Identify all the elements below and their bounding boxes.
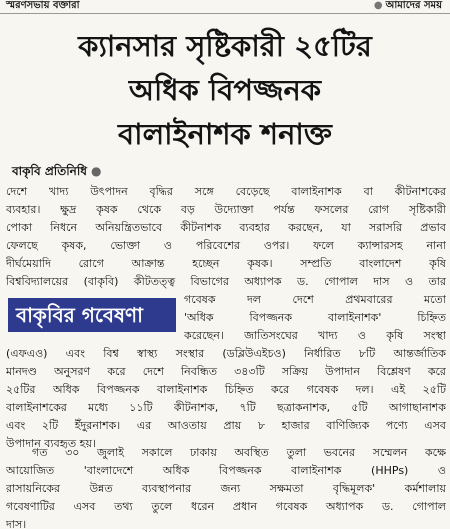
headline-line-2: অধিক বিপজ্জনক	[128, 73, 322, 107]
text-line: ২৫টির অধিক বিপজ্জনক বালাইনাশক চিহ্নিত করে গবেষক দল। এই ২৫টি	[6, 383, 446, 396]
text-line: বিশ্ববিদ্যালয়ের (বাকৃবি) কীটতত্ত্ব বিভাগের অধ্যাপক ড. গোপাল দাস ও তার	[6, 275, 446, 288]
text-line: গবেষণাটির এসব তথ্য তুলে ধরেন প্রধান গবেষক অধ্যাপক ড. গোপাল	[6, 500, 446, 513]
paragraph-1-continued	[184, 291, 446, 345]
text-line: পোকা নিধনে অনিয়ন্ত্রিতভাবে কীটনাশক ব্যবহার করছেন, যা সরাসরি প্রভাব	[6, 221, 446, 234]
text-line: গত ৩০ জুলাই সকালে ঢাকায় অবস্থিত তুলা ভবনের সম্মেলন কক্ষে	[32, 446, 446, 459]
text-line: 'অধিক বিপজ্জনক বালাইনাশক' চিহ্নিত	[184, 311, 446, 324]
bullet-icon: ●	[91, 164, 102, 178]
paragraph-3	[6, 444, 446, 529]
text-line: বালাইনাশকের মধ্যে ১১টি কীটনাশক, ৭টি ছত্রাকনাশক, ৫টি আগাছানাশক	[6, 401, 446, 414]
bullet-icon: ●	[373, 0, 383, 11]
text-line: দাস।	[6, 518, 27, 529]
text-line: দীর্ঘমেয়াদি রোগে আক্রান্ত হচ্ছেন কৃষক। সম্প্রতি বাংলাদেশ কৃষি	[6, 257, 446, 270]
paragraph-1	[6, 183, 446, 291]
top-bar	[0, 0, 450, 14]
text-line: ফেলছে কৃষক, ভোক্তা ও পরিবেশের ওপর। ফলে ক্যান্সারসহ নানা	[6, 239, 446, 252]
text-line: ব্যবহার। ক্ষুদ্র কৃষক থেকে বড় উদ্যোক্তা পর্যন্ত ফসলের রোগ সৃষ্টিকারী	[6, 203, 446, 216]
section-name	[374, 0, 442, 12]
text-line: এবং ২টি ইঁদুরনাশক। এর আওতায় প্রায় ৮ হাজার বাণিজ্যিক পণ্যে এসব	[6, 419, 446, 432]
byline	[12, 163, 101, 183]
text-line: উপাদান ব্যবহৃত হয়।	[6, 437, 96, 450]
divider	[0, 13, 450, 14]
text-line: মানদণ্ড অনুসরণ করে দেশে নিবন্ধিত ৩৪৩টি সক্রিয় উপাদান বিশ্লেষণ করে	[6, 365, 446, 378]
callout-box: বাকৃবির গবেষণা	[8, 298, 176, 332]
headline-line-1: ক্যানসার সৃষ্টিকারী ২৫টির	[78, 29, 372, 63]
text-line: দেশে খাদ্য উৎপাদন বৃদ্ধির সঙ্গে বেড়েছে বালাইনাশক বা কীটনাশকের	[6, 185, 446, 198]
headline	[0, 24, 450, 156]
paragraph-2	[6, 345, 446, 453]
text-line: আয়োজিত 'বাংলাদেশে অধিক বিপজ্জনক বালাইনাশক (HHPs) ও	[6, 464, 446, 477]
text-line: (এফএও) এবং বিশ্ব স্বাস্থ্য সংস্থার (ডব্লিউএইচও) নির্ধারিত ৮টি আন্তর্জাতিক	[6, 347, 446, 360]
byline-text: বাকৃবি প্রতিনিধি	[12, 164, 87, 178]
text-line: রাসায়নিকের উন্নত ব্যবস্থাপনার জন্য সক্ষমতা বৃদ্ধিমূলক' কর্মশালায়	[6, 482, 446, 495]
previous-article-title: স্মরণসভায় বক্তারা	[6, 0, 80, 11]
text-line: গবেষক দল দেশে প্রথমবারের মতো	[184, 293, 446, 306]
headline-line-3: বালাইনাশক শনাক্ত	[118, 117, 332, 151]
section-label: আমাদের সময়	[385, 0, 442, 11]
text-line: করেছেন। জাতিসংঘের খাদ্য ও কৃষি সংস্থা	[184, 329, 446, 342]
